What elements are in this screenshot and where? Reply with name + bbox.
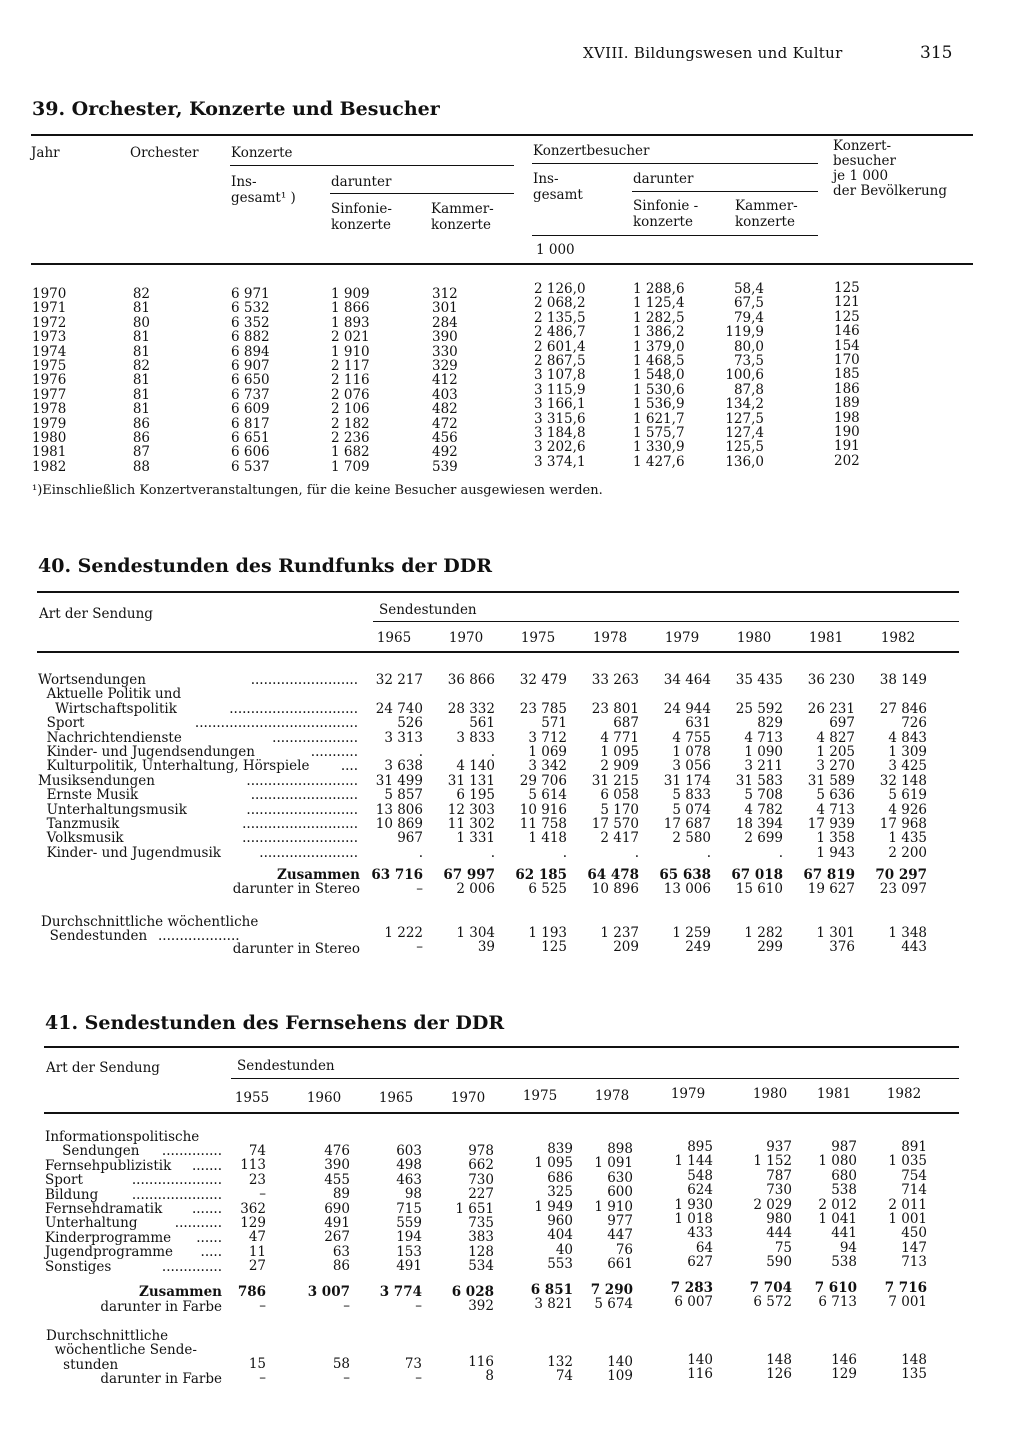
farbe-label: darunter in Farbe: [100, 1299, 222, 1315]
avg-stereo-label: darunter in Stereo: [232, 941, 360, 957]
zusammen-1970: 67 997: [443, 867, 495, 883]
stereo-1982: 23 097: [879, 881, 927, 897]
zusammen-1978: 64 478: [587, 867, 639, 883]
year-1965: 1965: [376, 630, 412, 646]
chapter-header: XVIII. Bildungswesen und Kultur: [583, 44, 843, 62]
farbe-1980: 6 572: [753, 1294, 792, 1310]
zusammen-label: Zusammen: [139, 1284, 222, 1300]
avg-1978: 1 237: [600, 925, 639, 941]
avg-farbe-1960: –: [343, 1370, 350, 1386]
column-1980: 35 435 25 592 829 4 713 1 090 3 211 31 583 5 708 4 782 18 394 2 699 .: [735, 672, 783, 861]
leader-dots: .............. ....... ..................... ..................... ....... ........... ...... ..... ..............: [131, 1143, 222, 1275]
stereo-1965: –: [416, 881, 423, 897]
zusammen-1965: 3 774: [379, 1284, 422, 1300]
farbe-1965: –: [415, 1298, 422, 1314]
column-sinfonie: 1 909 1 866 1 893 2 021 1 910 2 117 2 116 2 076 2 106 2 182 2 236 1 682 1 709: [331, 286, 370, 475]
col-header-konzertbesucher: Konzertbesucher: [533, 143, 650, 159]
farbe-1978: 5 674: [594, 1296, 633, 1312]
farbe-1970: 392: [468, 1298, 494, 1314]
avg-1960: 58: [332, 1356, 350, 1372]
avg-1979: 1 259: [672, 925, 711, 941]
stereo-1970: 2 006: [456, 881, 495, 897]
zusammen-1979: 65 638: [659, 867, 711, 883]
year-1981: 1981: [808, 630, 844, 646]
table-41-title: 41. Sendestunden des Fernsehens der DDR: [45, 1012, 505, 1034]
col-header-sinfonie: Sinfonie- konzerte: [331, 201, 392, 233]
zusammen-1978: 7 290: [590, 1282, 633, 1298]
table-39-title: 39. Orchester, Konzerte und Besucher: [32, 98, 440, 120]
avg-stereo-1979: 249: [685, 939, 711, 955]
col-header-besucher-sinfonie: Sinfonie - konzerte: [633, 198, 699, 230]
avg-farbe-1982: 135: [901, 1366, 927, 1382]
column-besucher: 2 126,0 2 068,2 2 135,5 2 486,7 2 601,4 2 867,5 3 107,8 3 115,9 3 166,1 3 315,6 3 184,8 3 202,6 3 374,1: [534, 281, 586, 470]
avg-stereo-1980: 299: [757, 939, 783, 955]
farbe-1960: –: [343, 1298, 350, 1314]
avg-label: Durchschnittliche wöchentliche Sendestunden: [41, 914, 259, 945]
avg-1980: 1 282: [744, 925, 783, 941]
stereo-1980: 15 610: [735, 881, 783, 897]
avg-farbe-1978: 109: [607, 1368, 633, 1384]
stereo-label: darunter in Stereo: [232, 881, 360, 897]
column-1982: 891 1 035 754 714 2 011 1 001 450 147 713: [888, 1139, 927, 1271]
zusammen-1980: 67 018: [731, 867, 783, 883]
avg-1980: 148: [766, 1352, 792, 1368]
year-1979: 1979: [664, 630, 700, 646]
footnote: ¹)Einschließlich Konzertveranstaltungen, für die keine Besucher ausgewiesen werden.: [32, 483, 603, 498]
row-labels: Informationspolitische Sendungen Fernsehpublizistik Sport Bildung Fernsehdramatik Unterhaltung Kinderprogramme Jugendprogramme Sonstiges: [45, 1129, 200, 1275]
year-1965: 1965: [378, 1090, 414, 1106]
column-1978: 898 1 091 630 600 1 910 977 447 76 661: [594, 1141, 633, 1273]
col-header-art: Art der Sendung: [46, 1060, 160, 1076]
column-1970: 978 662 730 227 1 651 735 383 128 534: [455, 1143, 494, 1275]
avg-farbe-1981: 129: [831, 1366, 857, 1382]
year-1970: 1970: [448, 630, 484, 646]
column-besucher-kammer: 58,4 67,5 79,4 119,9 80,0 73,5 100,6 87,8 134,2 127,5 127,4 125,5 136,0: [725, 281, 764, 470]
col-header-jahr: Jahr: [31, 145, 60, 161]
col-header-besucher-kammer: Kammer- konzerte: [735, 198, 798, 230]
year-1975: 1975: [522, 1088, 558, 1104]
avg-farbe-1979: 116: [687, 1366, 713, 1382]
year-1980: 1980: [736, 630, 772, 646]
stereo-1978: 10 896: [591, 881, 639, 897]
year-1982: 1982: [886, 1086, 922, 1102]
column-1975: 32 479 23 785 571 3 712 1 069 3 342 29 706 5 614 10 916 11 758 1 418 .: [519, 672, 567, 861]
avg-1965: 1 222: [384, 925, 423, 941]
table-40-title: 40. Sendestunden des Rundfunks der DDR: [38, 555, 492, 577]
farbe-1981: 6 713: [818, 1294, 857, 1310]
col-header-orchester: Orchester: [130, 145, 199, 161]
avg-stereo-1975: 125: [541, 939, 567, 955]
unit-label: 1 000: [536, 242, 575, 258]
year-1955: 1955: [234, 1090, 270, 1106]
avg-farbe-1970: 8: [485, 1368, 494, 1384]
avg-1955: 15: [248, 1356, 266, 1372]
zusammen-1960: 3 007: [307, 1284, 350, 1300]
column-konzerte: 6 971 6 532 6 352 6 882 6 894 6 907 6 650 6 737 6 609 6 817 6 651 6 606 6 537: [231, 286, 270, 475]
zusammen-1980: 7 704: [749, 1280, 792, 1296]
stereo-1979: 13 006: [663, 881, 711, 897]
column-1975: 839 1 095 686 325 1 949 960 404 40 553: [534, 1141, 573, 1273]
zusammen-1975: 62 185: [515, 867, 567, 883]
column-1960: 476 390 455 89 690 491 267 63 86: [324, 1143, 350, 1275]
col-header-sendestunden: Sendestunden: [237, 1058, 335, 1074]
table-top-rule: [31, 134, 973, 136]
avg-1978: 140: [607, 1354, 633, 1370]
column-1981: 36 230 26 231 697 4 827 1 205 3 270 31 589 5 636 4 713 17 939 1 358 1 943: [807, 672, 855, 861]
column-jahr: 1970 1971 1972 1973 1974 1975 1976 1977 1978 1979 1980 1981 1982: [32, 286, 67, 475]
column-1965: 603 498 463 98 715 559 194 153 491: [396, 1143, 422, 1275]
avg-1981: 1 301: [816, 925, 855, 941]
year-1978: 1978: [594, 1088, 630, 1104]
avg-stereo-1970: 39: [477, 939, 495, 955]
column-1979: 895 1 144 548 624 1 930 1 018 433 64 627: [674, 1139, 713, 1271]
avg-stereo-1965: –: [416, 939, 423, 955]
avg-1981: 146: [831, 1352, 857, 1368]
col-header-sendestunden: Sendestunden: [379, 602, 477, 618]
column-1955: 74 113 23 – 362 129 47 11 27: [240, 1143, 266, 1275]
zusammen-1982: 70 297: [875, 867, 927, 883]
column-1982: 38 149 27 846 726 4 843 1 309 3 425 32 148 5 619 4 926 17 968 1 435 2 200: [879, 672, 927, 861]
avg-1970: 1 304: [456, 925, 495, 941]
column-1970: 36 866 28 332 561 3 833 . 4 140 31 131 6 195 12 303 11 302 1 331 .: [447, 672, 495, 861]
col-header-insgesamt: Ins- gesamt¹ ): [231, 174, 296, 206]
leader-dots: ......................... .............................. ...................................... .................... ........... .... .......................... ......................... .......................... ........................... ........................... .......................: [194, 673, 358, 861]
col-header-je-1000: Konzert- besucher je 1 000 der Bevölkerung: [833, 138, 948, 199]
year-1979: 1979: [670, 1086, 706, 1102]
column-besucher-sinfonie: 1 288,6 1 125,4 1 282,5 1 386,2 1 379,0 1 468,5 1 548,0 1 530,6 1 536,9 1 621,7 1 575,7 1 330,9 1 427,6: [633, 281, 685, 470]
zusammen-1975: 6 851: [530, 1282, 573, 1298]
avg-farbe-1965: –: [415, 1370, 422, 1386]
avg-stereo-1978: 209: [613, 939, 639, 955]
row-labels: Wortsendungen Aktuelle Politik und Wirtschaftspolitik Sport Nachrichtendienste Kinder- und Jugendsendungen Kulturpolitik, Unterhaltung, Hörspiele Musiksendungen Ernste Musik Unterhaltungsmusik Tanzmusik Volksmusik Kinder- und Jugendmusik: [38, 672, 310, 861]
column-1965: 32 217 24 740 526 3 313 . 3 638 31 499 5 857 13 806 10 869 967 .: [375, 672, 423, 861]
year-1980: 1980: [752, 1086, 788, 1102]
avg-farbe-1955: –: [259, 1370, 266, 1386]
column-orchester: 82 81 80 81 81 82 81 81 81 86 86 87 88: [132, 286, 150, 475]
column-1981: 987 1 080 680 538 2 012 1 041 441 94 538: [818, 1139, 857, 1271]
column-1980: 937 1 152 787 730 2 029 980 444 75 590: [753, 1139, 792, 1271]
farbe-1982: 7 001: [888, 1294, 927, 1310]
year-1970: 1970: [450, 1090, 486, 1106]
avg-label: Durchschnittliche wöchentliche Sende- stunden: [46, 1328, 197, 1373]
year-1978: 1978: [592, 630, 628, 646]
zusammen-1955: 786: [237, 1284, 266, 1300]
avg-farbe-label: darunter in Farbe: [100, 1371, 222, 1387]
zusammen-1965: 63 716: [371, 867, 423, 883]
zusammen-1981: 67 819: [803, 867, 855, 883]
zusammen-1979: 7 283: [670, 1280, 713, 1296]
column-kammer: 312 301 284 390 330 329 412 403 482 472 456 492 539: [432, 286, 458, 475]
avg-1982: 1 348: [888, 925, 927, 941]
page-number: 315: [920, 43, 953, 63]
farbe-1955: –: [259, 1298, 266, 1314]
avg-leader-dots: ...................: [158, 929, 240, 944]
year-1960: 1960: [306, 1090, 342, 1106]
stereo-1975: 6 525: [528, 881, 567, 897]
avg-1982: 148: [901, 1352, 927, 1368]
year-1981: 1981: [816, 1086, 852, 1102]
col-header-kammer: Kammer- konzerte: [431, 201, 494, 233]
stereo-1981: 19 627: [807, 881, 855, 897]
column-je-1000: 125 121 125 146 154 170 185 186 189 198 190 191 202: [834, 280, 860, 469]
zusammen-1970: 6 028: [451, 1284, 494, 1300]
col-header-darunter: darunter: [331, 174, 392, 190]
column-1979: 34 464 24 944 631 4 755 1 078 3 056 31 174 5 833 5 074 17 687 2 580 .: [663, 672, 711, 861]
farbe-1979: 6 007: [674, 1294, 713, 1310]
zusammen-label: Zusammen: [277, 867, 360, 883]
avg-stereo-1982: 443: [901, 939, 927, 955]
avg-1970: 116: [468, 1354, 494, 1370]
year-1982: 1982: [880, 630, 916, 646]
col-header-besucher-darunter: darunter: [633, 171, 694, 187]
col-header-besucher-insgesamt: Ins- gesamt: [533, 171, 583, 203]
avg-farbe-1980: 126: [766, 1366, 792, 1382]
col-header-konzerte: Konzerte: [231, 145, 293, 161]
column-1978: 33 263 23 801 687 4 771 1 095 2 909 31 215 6 058 5 170 17 570 2 417 .: [591, 672, 639, 861]
avg-1979: 140: [687, 1352, 713, 1368]
farbe-1975: 3 821: [534, 1296, 573, 1312]
avg-1975: 132: [547, 1354, 573, 1370]
avg-farbe-1975: 74: [555, 1368, 573, 1384]
col-header-art: Art der Sendung: [39, 606, 153, 622]
avg-1975: 1 193: [528, 925, 567, 941]
zusammen-1981: 7 610: [814, 1280, 857, 1296]
avg-1965: 73: [404, 1356, 422, 1372]
avg-stereo-1981: 376: [829, 939, 855, 955]
year-1975: 1975: [520, 630, 556, 646]
zusammen-1982: 7 716: [884, 1280, 927, 1296]
